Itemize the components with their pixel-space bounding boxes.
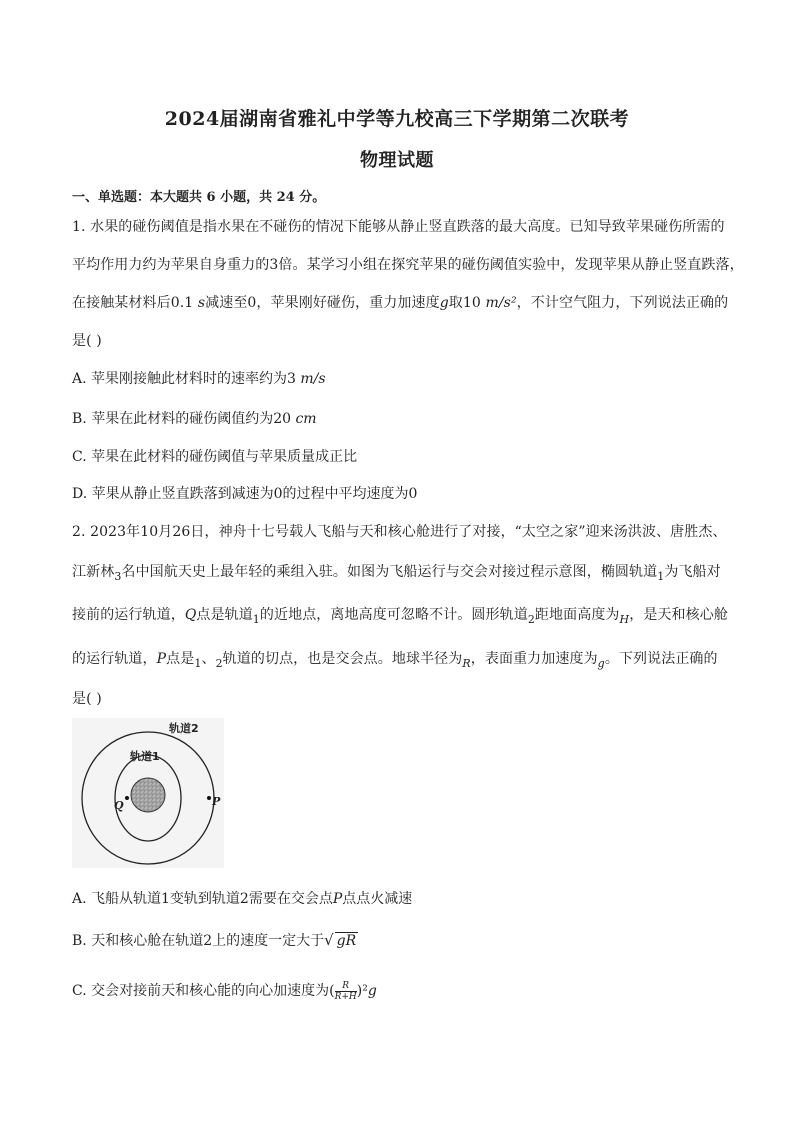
q2-symbol-h: H bbox=[619, 613, 630, 626]
q2-line-5: 是( ) bbox=[72, 691, 102, 707]
q2-option-a-symbol-p: P bbox=[332, 891, 343, 907]
q1-symbol-g: g bbox=[439, 295, 449, 311]
q2-line-4-sub: 1 bbox=[194, 657, 202, 670]
fraction-denominator: R+H bbox=[334, 991, 357, 1002]
q2-option-c-text-b: )² bbox=[356, 983, 368, 999]
q2-line-3-sub2: 2 bbox=[527, 613, 535, 626]
q2-line-2 bbox=[72, 561, 721, 581]
q1-line-3-text-d: ，不计空气阻力，下列说法正确的 bbox=[516, 295, 729, 311]
q2-line-4-text-e: ，表面重力加速度为 bbox=[470, 651, 598, 667]
q1-option-c: C. 苹果在此材料的碰伤阈值与苹果质量成正比 bbox=[72, 449, 358, 465]
q1-line-4: 是( ) bbox=[72, 333, 102, 349]
q2-option-b-text: B. 天和核心舱在轨道2上的速度一定大于 bbox=[72, 933, 325, 949]
q1-option-d: D. 苹果从静止竖直跌落到减速为0的过程中平均速度为0 bbox=[72, 486, 418, 502]
q2-option-c-text-a: C. 交会对接前天和核心能的向心加速度为( bbox=[72, 983, 335, 999]
q2-line-4 bbox=[72, 648, 718, 668]
q1-unit-s: s bbox=[197, 295, 206, 311]
q2-symbol-r: R bbox=[462, 657, 471, 670]
q2-option-a bbox=[72, 888, 412, 908]
q2-line-2-sub: 3 bbox=[114, 570, 122, 583]
q2-option-c bbox=[72, 980, 377, 1002]
point-q-label: Q bbox=[114, 799, 124, 812]
q2-line-4-text-c: 、 bbox=[201, 651, 216, 667]
q1-option-b bbox=[72, 408, 317, 428]
q2-line-3-text-a: 接前的运行轨道， bbox=[72, 607, 185, 623]
q2-option-a-text-a: A. 飞船从轨道1变轨到轨道2需要在交会点 bbox=[72, 891, 333, 907]
q2-line-2-text-a: 江新林 bbox=[72, 564, 115, 580]
point-p-label: P bbox=[212, 795, 221, 808]
q1-line-2: 平均作用力约为苹果自身重力的3倍。某学习小组在探究苹果的碰伤阈值实验中，发现苹果从静止竖直跌落， bbox=[72, 257, 744, 273]
exam-title: 2024届湖南省雅礼中学等九校高三下学期第二次联考 bbox=[164, 108, 630, 130]
orbit-diagram bbox=[72, 718, 224, 868]
q2-option-c-fraction bbox=[335, 981, 357, 1002]
q1-line-3-text-c: 取10 bbox=[448, 295, 486, 311]
exam-subtitle: 物理试题 bbox=[360, 150, 434, 171]
sqrt-sign-icon: √ bbox=[324, 931, 334, 949]
q2-option-c-symbol-g: g bbox=[367, 983, 377, 999]
q2-line-2-text-b: 名中国航天史上最年轻的乘组入驻。如图为飞船运行与交会对接过程示意图，椭圆轨道 bbox=[121, 564, 658, 580]
point-p-dot bbox=[207, 796, 211, 800]
q2-line-3-text-d: 距地面高度为 bbox=[534, 607, 620, 623]
q1-line-3-text-a: 在接触某材料后0.1 bbox=[72, 295, 198, 311]
q2-line-2-text-c: 为飞船对 bbox=[664, 564, 721, 580]
q2-option-a-text-b: 点点火减速 bbox=[342, 891, 413, 907]
q2-line-4-sub2: 2 bbox=[215, 657, 223, 670]
q2-option-b-sqrt-content: gR bbox=[336, 933, 357, 949]
q2-line-4-text-b: 点是 bbox=[166, 651, 195, 667]
q1-line-1: 1. 水果的碰伤阈值是指水果在不碰伤的情况下能够从静止竖直跌落的最大高度。已知导致苹果碰伤所需的 bbox=[72, 219, 725, 235]
q2-line-4-text-a: 的运行轨道， bbox=[72, 651, 157, 667]
q1-option-b-unit: cm bbox=[295, 411, 317, 427]
q2-line-3 bbox=[72, 604, 728, 624]
q2-line-4-text-f: 。下列说法正确的 bbox=[604, 651, 718, 667]
point-q-dot bbox=[125, 796, 129, 800]
q2-option-b bbox=[72, 930, 358, 950]
q2-line-2-sub2: 1 bbox=[657, 570, 665, 583]
orbit-2-label: 轨道2 bbox=[169, 722, 199, 735]
q1-unit-ms2: m/s² bbox=[485, 295, 517, 311]
orbit-1-label: 轨道1 bbox=[130, 750, 160, 763]
q1-option-b-text: B. 苹果在此材料的碰伤阈值约为20 bbox=[72, 411, 296, 427]
q1-line-3 bbox=[72, 292, 728, 312]
q2-symbol-p: P bbox=[156, 651, 167, 667]
q1-option-a-unit: m/s bbox=[300, 371, 326, 387]
q1-option-a-text: A. 苹果刚接触此材料时的速率约为3 bbox=[72, 371, 301, 387]
fraction-numerator: R bbox=[335, 981, 357, 992]
q2-line-3-text-b: 点是轨道 bbox=[196, 607, 253, 623]
q2-line-4-text-d: 轨道的切点，也是交会点。地球半径为 bbox=[222, 651, 463, 667]
q1-line-3-text-b: 减速至0，苹果刚好碰伤，重力加速度 bbox=[205, 295, 440, 311]
q2-line-3-sub: 1 bbox=[252, 613, 260, 626]
q2-symbol-g: g bbox=[597, 657, 605, 670]
q2-line-1: 2. 2023年10月26日，神舟十七号载人飞船与天和核心舱进行了对接，“太空之家”迎来汤洪波、唐胜杰、 bbox=[72, 524, 727, 540]
q2-line-3-text-e: ，是天和核心舱 bbox=[629, 607, 728, 623]
section-heading: 一、单选题：本大题共 6 小题，共 24 分。 bbox=[72, 190, 326, 205]
q1-option-a bbox=[72, 368, 326, 388]
q2-symbol-q: Q bbox=[184, 607, 197, 623]
earth-circle bbox=[131, 778, 165, 812]
q2-line-3-text-c: 的近地点，离地高度可忽略不计。圆形轨道 bbox=[259, 607, 528, 623]
